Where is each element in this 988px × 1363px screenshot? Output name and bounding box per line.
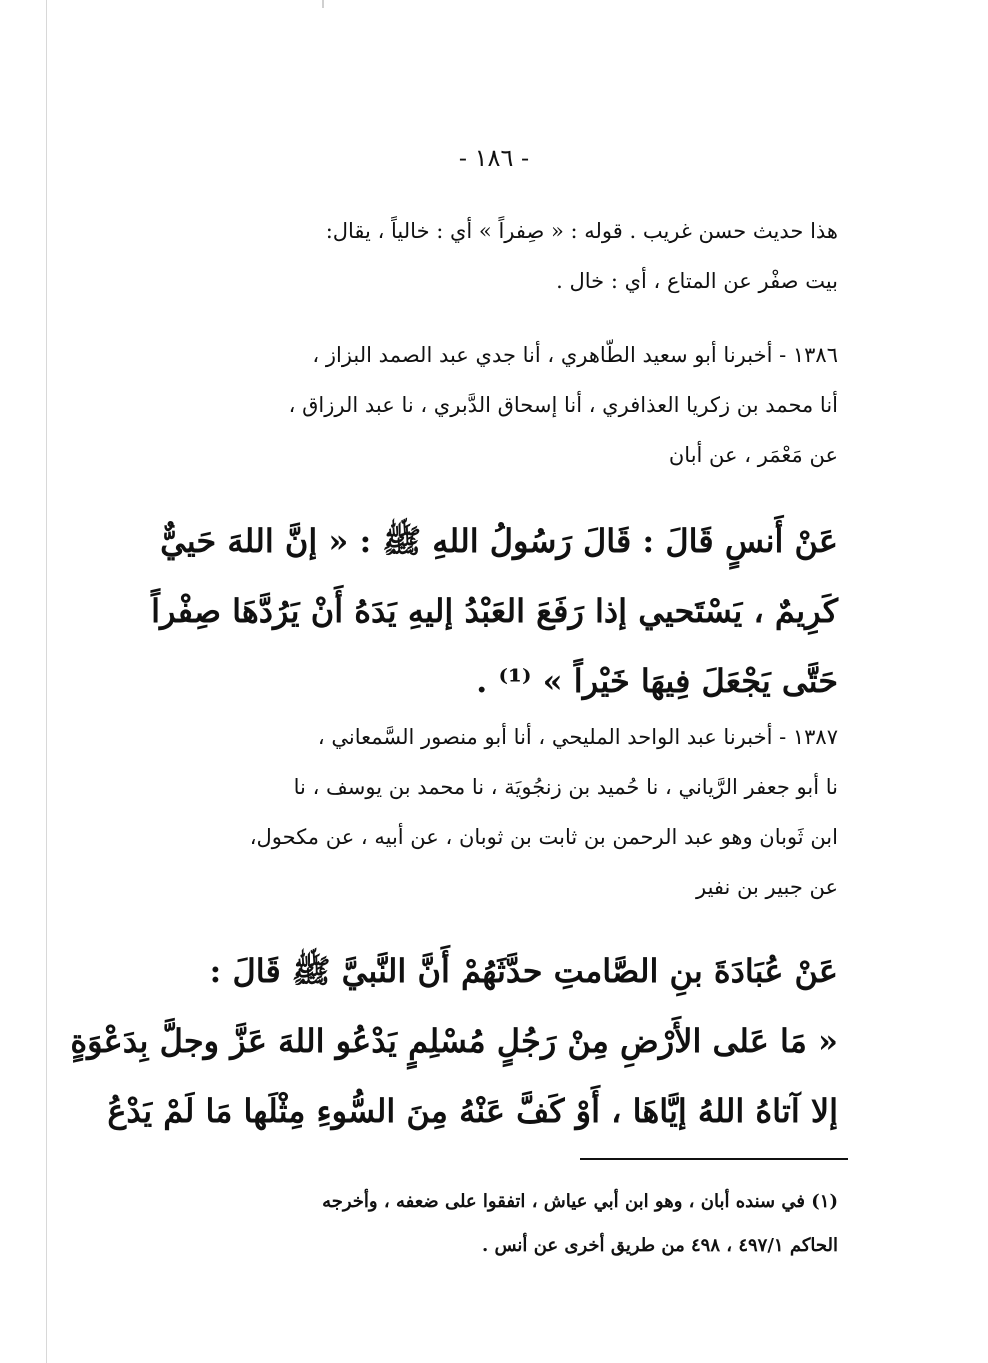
hadith-line: إلا آتاهُ اللهُ إيَّاهَا ، أَوْ كَفَّ عَنْهُ مِنَ السُّوءِ مِثْلَها مَا لَمْ يَدْعُ	[107, 1092, 838, 1130]
hadith-line: حَتَّى يَجْعَلَ فِيهَا خَيْراً » ⁽¹⁾ .	[476, 662, 838, 700]
hadith-line: عَنْ عُبَادَةَ بنِ الصَّامتِ حدَّثَهُمْ أَنَّ النَّبيَّ ﷺ قَالَ :	[209, 952, 838, 990]
intro-paragraph	[176, 206, 838, 306]
scan-speck	[322, 0, 324, 8]
chain-line: عن مَعْمَر ، عن أبان	[668, 443, 838, 467]
hadith-1386-chain	[176, 330, 838, 480]
chain-line: نا أبو جعفر الرَّياني ، نا حُميد بن زنجُويَة ، نا محمد بن يوسف ، نا	[293, 775, 838, 799]
intro-line: هذا حديث حسن غريب . قوله : « صِفراً » أي : خالياً ، يقال:	[325, 219, 838, 243]
page-number: - ١٨٦ -	[458, 144, 530, 172]
footnote	[176, 1180, 838, 1268]
hadith-1387-text	[70, 936, 838, 1146]
chain-line: أنا محمد بن زكريا العذافري ، أنا إسحاق الدَّبري ، نا عبد الرزاق ،	[288, 393, 838, 417]
footnote-line: (١) في سنده أبان ، وهو ابن أبي عياش ، اتفقوا على ضعفه ، وأخرجه	[322, 1191, 838, 1212]
hadith-line: « مَا عَلى الأَرْضِ مِنْ رَجُلٍ مُسْلِمٍ يَدْعُو اللهَ عَزَّ وجلَّ بِدَعْوَةٍ	[70, 1022, 838, 1060]
chain-line: ١٣٨٧ - أخبرنا عبد الواحد المليحي ، أنا أبو منصور السَّمعاني ،	[317, 725, 838, 749]
hadith-1386-text	[151, 506, 838, 716]
scan-edge-line	[46, 0, 47, 1363]
footnote-line: الحاكم ٤٩٧/١ ، ٤٩٨ من طريق أخرى عن أنس .	[481, 1235, 838, 1256]
intro-line: بيت صفْر عن المتاع ، أي : خال .	[556, 269, 838, 293]
hadith-line: كَرِيمٌ ، يَسْتَحيي إذا رَفَعَ العَبْدُ إليهِ يَدَهُ أَنْ يَرُدَّهَا صِفْراً	[151, 592, 838, 630]
chain-line: ابن ثَوبان وهو عبد الرحمن بن ثابت بن ثوبان ، عن أبيه ، عن مكحول،	[249, 825, 838, 849]
chain-line: ١٣٨٦ - أخبرنا أبو سعيد الطّاهري ، أنا جدي عبد الصمد البزاز ،	[312, 343, 838, 367]
hadith-line: عَنْ أَنسٍ قَالَ : قَالَ رَسُولُ اللهِ ﷺ : « إنَّ اللهَ حَييٌّ	[160, 522, 838, 560]
chain-line: عن جبير بن نفير	[695, 875, 838, 899]
hadith-1387-chain	[176, 712, 838, 912]
footnote-divider	[580, 1158, 848, 1160]
